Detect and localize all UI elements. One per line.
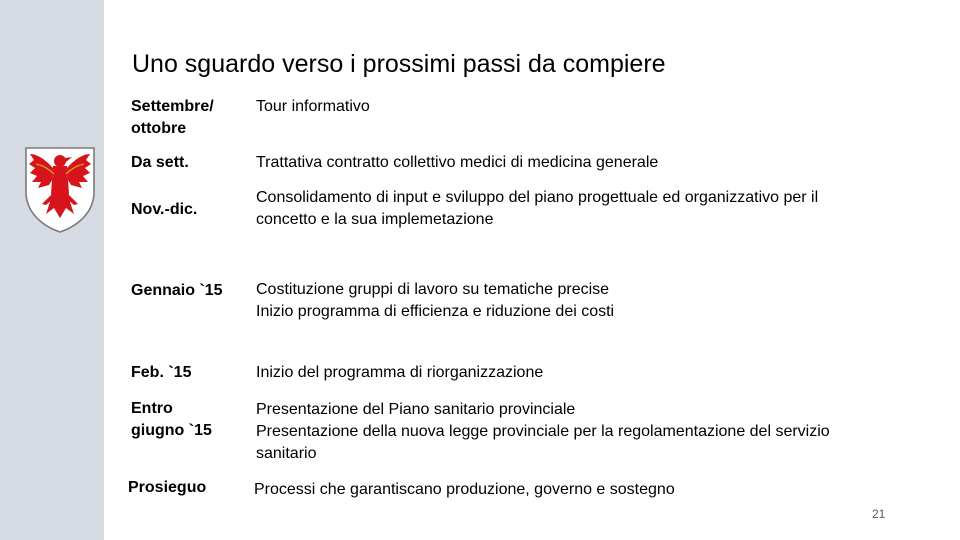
timeline-desc: Inizio del programma di riorganizzazione [256, 364, 544, 381]
timeline-desc: Costituzione gruppi di lavoro su tematiche precise Inizio programma di efficienza e riduzione dei costi [256, 281, 615, 320]
timeline-desc: Tour informativo [256, 98, 370, 115]
timeline-term: Da sett. [131, 154, 189, 171]
timeline-term: Settembre/ ottobre [131, 98, 214, 137]
page-number: 21 [872, 507, 886, 521]
slide-title: Uno sguardo verso i prossimi passi da compiere [132, 50, 666, 78]
timeline-desc: Consolidamento di input e sviluppo del piano progettuale ed organizzativo per il concetto e la sua implemetazione [256, 189, 819, 228]
coat-of-arms-eagle-icon [22, 142, 98, 234]
timeline-term: Feb. `15 [131, 364, 192, 381]
timeline-desc: Processi che garantiscano produzione, governo e sostegno [254, 481, 675, 498]
timeline-desc: Trattativa contratto collettivo medici di medicina generale [256, 154, 659, 171]
sidebar [0, 0, 104, 540]
timeline-term: Nov.-dic. [131, 201, 198, 218]
timeline-desc: Presentazione del Piano sanitario provinciale Presentazione della nuova legge provinciale per la regolamentazione del servizio sanitario [256, 401, 830, 462]
timeline-term: Gennaio `15 [131, 282, 223, 299]
timeline-term: Prosieguo [128, 479, 207, 496]
timeline-term: Entro giugno `15 [131, 400, 212, 439]
